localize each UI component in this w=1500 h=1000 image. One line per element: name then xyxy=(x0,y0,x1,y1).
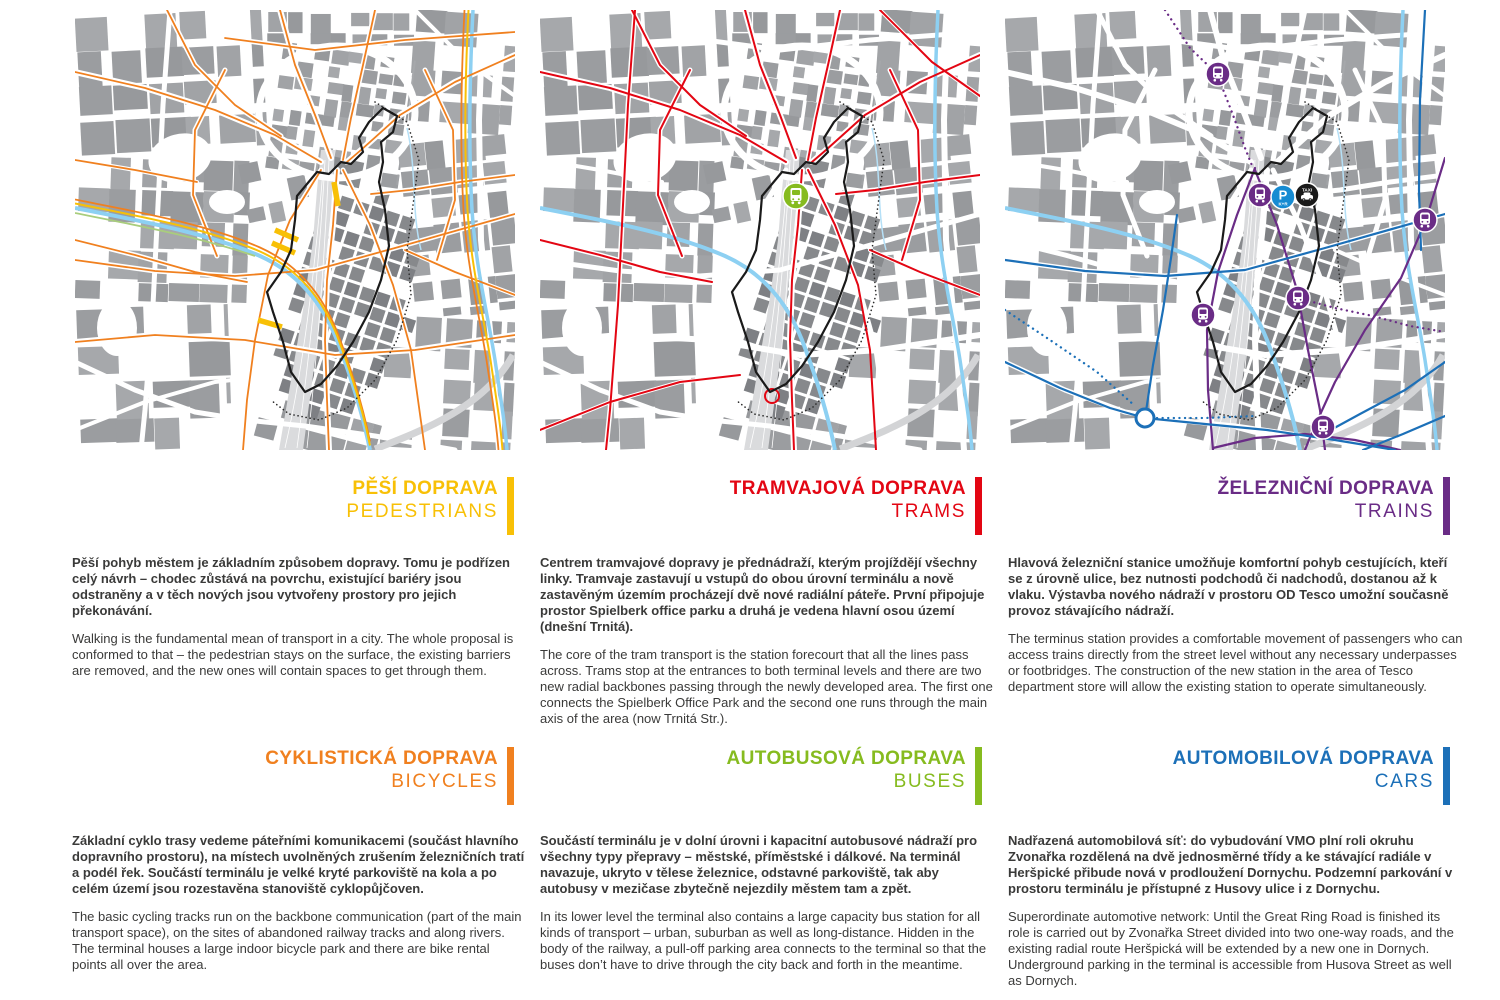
section-body-trains xyxy=(1008,555,1463,695)
body-english: The basic cycling tracks run on the backbone communication (part of the main transport space), on the sites of abandoned railway tracks and along rivers. The terminal houses a large indoor bicycle park and there are bike rental points all over the area. xyxy=(72,909,522,972)
body-czech: Nadřazená automobilová síť: do vybudování VMO plní roli okruhu Zvonařka rozdělená na dvě jednosměrné třídy a ke stávající radiále v Heršpické přibude nová v prodloužení Dornychu. Podzemní parkování v prostoru terminálu je přístupné z Husovy ulice i z Dornychu. xyxy=(1008,833,1453,896)
section-titles xyxy=(72,477,498,523)
section-body-pedestrians xyxy=(72,555,527,679)
svg-text:K+R: K+R xyxy=(1278,201,1288,207)
body-english: The core of the tram transport is the station forecourt that all the lines pass across. Trams stop at the entrances to both terminal levels and there are two new radial backbones passing through the newly developed area. The first one connects the Spielberk Office Park and the second one runs through the main axis of the area (now Trnitá Str.). xyxy=(540,647,993,726)
section-title-en: PEDESTRIANS xyxy=(346,501,498,522)
body-czech: Základní cyklo trasy vedeme páteřními komunikacemi (součást hlavního dopravního prostoru), na místech uvolněných zrušením železničních tratí a podél řek. Součástí terminálu je velké kryté parkoviště na kola a po celém území jsou rozestavěna stanoviště cyklopůjčoven. xyxy=(72,833,525,896)
section-title-cs: ŽELEZNIČNÍ DOPRAVA xyxy=(1217,478,1434,499)
section-color-bar xyxy=(975,477,982,535)
section-color-bar xyxy=(507,747,514,805)
roundabout xyxy=(1136,409,1154,427)
svg-text:P: P xyxy=(1278,187,1288,203)
section-header-trains xyxy=(1008,477,1450,535)
body-english: The terminus station provides a comfortable movement of passengers who can access trains directly from the street level without any necessary underpasses or footbridges. The construction of the new station in the area of Tesco department store will allow the existing station to operate simultaneously. xyxy=(1008,631,1463,694)
section-title-en: TRAMS xyxy=(891,501,966,522)
section-title-en: BUSES xyxy=(893,771,966,792)
section-titles xyxy=(72,747,498,793)
section-header-buses xyxy=(540,747,982,805)
section-titles xyxy=(1008,747,1434,793)
train-station-icon xyxy=(1248,183,1272,207)
section-body-buses xyxy=(540,833,995,973)
section-body-bicycles xyxy=(72,833,527,973)
train-station-icon xyxy=(1413,208,1437,232)
svg-text:TAXI: TAXI xyxy=(1301,187,1313,193)
body-czech: Centrem tramvajové dopravy je přednádraží, kterým projíždějí všechny linky. Tramvaje zastavují u vstupů do obou úrovní terminálu a nově zastavěným územím procházejí dvě nové radiální páteře. První připojuje prostor Spielberk office parku a druhá je vedena hlavní osou území (dnešní Trnitá). xyxy=(540,555,985,634)
section-title-en: TRAINS xyxy=(1354,501,1434,522)
train-station-icon xyxy=(1191,303,1215,327)
body-czech: Pěší pohyb městem je základním způsobem dopravy. Tomu je podřízen celý návrh – chodec zůstává na povrchu, existující bariéry jsou odstraněny a v těch nových jsou vytvořeny prostory pro jejich překonávání. xyxy=(72,555,511,618)
train-station-icon xyxy=(1311,415,1335,439)
section-title-cs: AUTOMOBILOVÁ DOPRAVA xyxy=(1172,748,1434,769)
section-titles xyxy=(540,747,966,793)
section-title-cs: TRAMVAJOVÁ DOPRAVA xyxy=(729,478,966,499)
tram-stop-icon xyxy=(783,183,809,209)
maps-row xyxy=(75,10,1445,450)
section-color-bar xyxy=(975,747,982,805)
taxi-icon xyxy=(1295,183,1319,207)
section-title-en: BICYCLES xyxy=(391,771,498,792)
trams-map xyxy=(540,10,980,450)
section-header-trams xyxy=(540,477,982,535)
section-color-bar xyxy=(1443,477,1450,535)
trains-map-svg xyxy=(1005,10,1445,450)
section-body-cars xyxy=(1008,833,1463,989)
section-title-cs: AUTOBUSOVÁ DOPRAVA xyxy=(726,748,966,769)
train-station-icon xyxy=(1286,286,1310,310)
trams-map-svg xyxy=(540,10,980,450)
section-header-pedestrians xyxy=(72,477,514,535)
park-and-ride-icon xyxy=(1271,185,1295,209)
section-color-bar xyxy=(507,477,514,535)
pedestrians-map-svg xyxy=(75,10,515,450)
body-czech: Hlavová železniční stanice umožňuje komfortní pohyb cestujících, kteří se z úrovně ulice, bez nutnosti podchodů či nadchodů, dostanou až k vlaku. Výstavba nového nádraží v prostoru OD Tesco umožní současně provoz stávajícího nádraží. xyxy=(1008,555,1449,618)
body-english: Walking is the fundamental mean of transport in a city. The whole proposal is conformed to that – the pedestrian stays on the surface, the existing barriers are removed, and the new ones will contain spaces to get through them. xyxy=(72,631,514,678)
section-title-cs: PĚŠÍ DOPRAVA xyxy=(352,478,498,499)
section-titles xyxy=(540,477,966,523)
body-english: In its lower level the terminal also contains a large capacity bus station for all kinds of transport – urban, suburban as well as long-distance. Hidden in the body of the railway, a pull-off parking area connects to the terminal so that the buses don’t have to drive through the city back and forth in the meantime. xyxy=(540,909,987,972)
trains-map xyxy=(1005,10,1445,450)
section-title-cs: CYKLISTICKÁ DOPRAVA xyxy=(265,748,498,769)
section-body-trams xyxy=(540,555,995,727)
body-czech: Součástí terminálu je v dolní úrovni i kapacitní autobusové nádraží pro všechny typy přepravy – městské, příměstské i dálkové. Na terminál navazuje, ukryto v tělese železnice, odstavné parkoviště, tak aby autobusy v mezičase zbytečně nejezdily městem tam a zpět. xyxy=(540,833,978,896)
pedestrians-map xyxy=(75,10,515,450)
section-header-bicycles xyxy=(72,747,514,805)
train-station-icon xyxy=(1206,62,1230,86)
section-title-en: CARS xyxy=(1374,771,1434,792)
section-titles xyxy=(1008,477,1434,523)
section-color-bar xyxy=(1443,747,1450,805)
body-english: Superordinate automotive network: Until the Great Ring Road is finished its role is carried out by Zvonařka Street divided into two one-way roads, and the existing radial route Heršpická will be extended by a new one in Dornych. Underground parking in the terminal is accessible from Husova Street as well as Dornych. xyxy=(1008,909,1454,988)
section-header-cars xyxy=(1008,747,1450,805)
